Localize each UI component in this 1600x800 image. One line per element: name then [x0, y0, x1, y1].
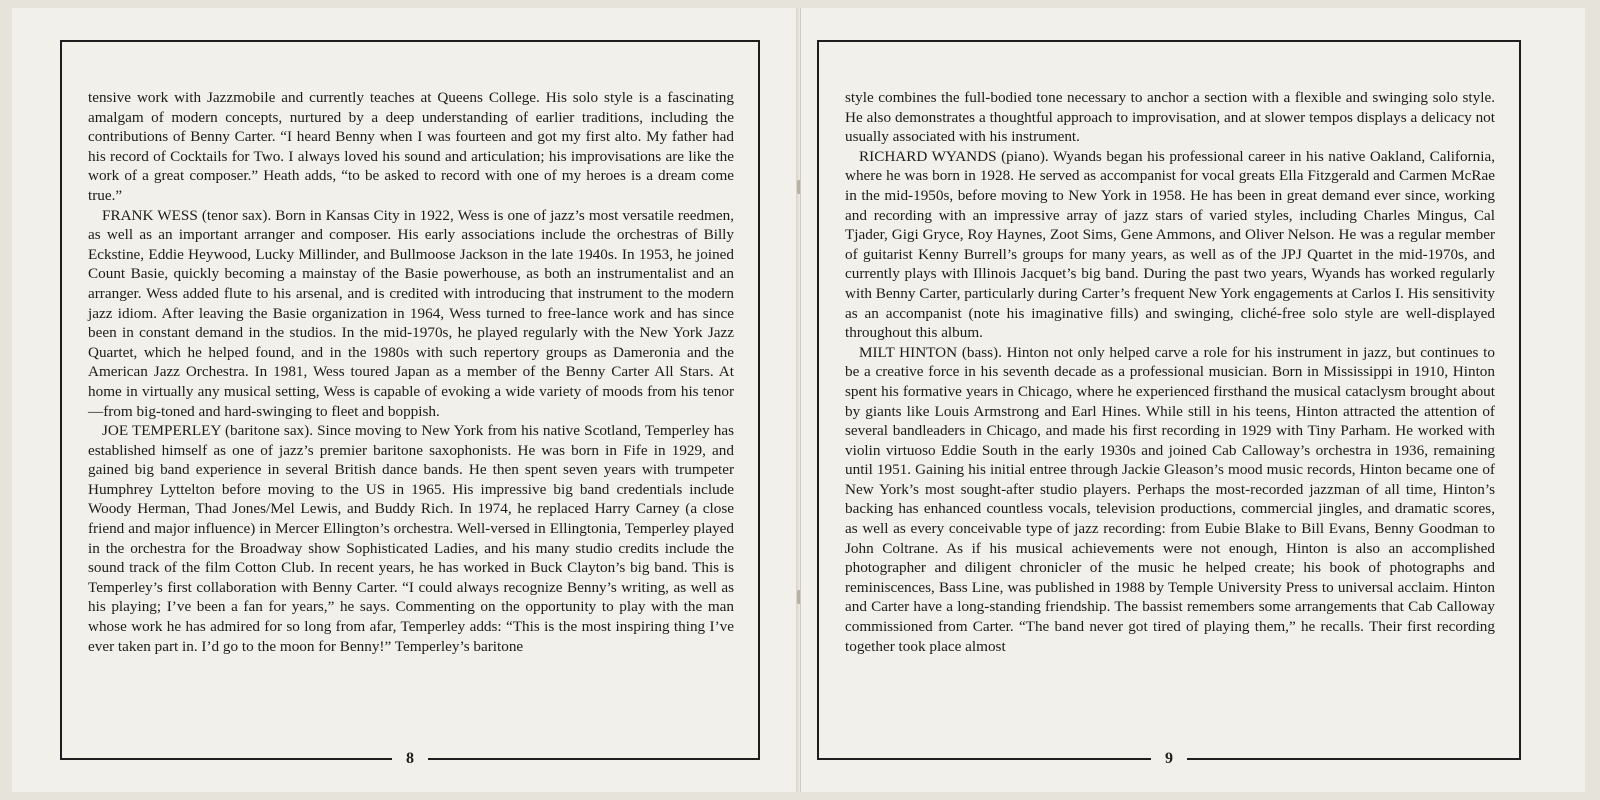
paragraph-frank-wess: FRANK WESS (tenor sax). Born in Kansas City in 1922, Wess is one of jazz’s most versatile reedmen, as well as an important arranger and composer. His early associations include the orchestras of Billy Eckstine, Eddie Heywood, Lucky Millinder, and Bullmoose Jackson in the late 1940s. In 1953, he joined Count Basie, quickly becoming a mainstay of the Basie powerhouse, as both an instrumentalist and an arranger. Wess added flute to his arsenal, and is credited with introducing that instrument to the modern jazz idiom. After leaving the Basie organization in 1964, Wess turned to free-lance work and has since been in constant demand in the studios. In the mid-1970s, he played regularly with the New York Jazz Quartet, which he helped found, and in the 1980s with such repertory groups as Dameronia and the American Jazz Orchestra. In 1981, Wess toured Japan as a member of the Benny Carter All Stars. At home in virtually any musical setting, Wess is capable of evoking a wide variety of moods from his tenor—from big-toned and hard-swinging to fleet and boppish.: [88, 206, 734, 420]
right-page: [800, 8, 1585, 792]
paragraph: style combines the full-bodied tone necessary to anchor a section with a flexible and swinging solo style. He also demonstrates a thoughtful approach to improvisation, and at slower tempos displays a delicacy not usually associated with his instrument.: [845, 89, 1495, 146]
paragraph: tensive work with Jazzmobile and currently teaches at Queens College. His solo style is a fascinating amalgam of modern concepts, nurtured by a deep understanding of earlier traditions, including the contributions of Benny Carter. “I heard Benny when I was fourteen and got my first alto. My father had his record of Cocktails for Two. I always loved his sound and articulation; his improvisations are like the work of a great composer.” Heath adds, “to be asked to record with one of my heroes is a dream come true.”: [88, 89, 734, 204]
left-page-body: [88, 88, 734, 656]
right-page-body: [845, 88, 1495, 656]
left-page-frame: [60, 40, 760, 767]
right-page-number-line: [819, 749, 1519, 769]
left-page: [12, 8, 799, 792]
right-page-frame: [817, 40, 1521, 767]
page-number: 9: [1151, 749, 1187, 769]
paragraph-richard-wyands: RICHARD WYANDS (piano). Wyands began his professional career in his native Oakland, California, where he was born in 1928. He served as accompanist for vocal greats Ella Fitzgerald and Carmen McRae in the mid-1950s, before moving to New York in 1958. He has been in great demand ever since, working and recording with an impressive array of jazz stars of varied styles, including Charles Mingus, Cal Tjader, Gigi Gryce, Roy Haynes, Zoot Sims, Gene Ammons, and Oliver Nelson. He was a regular member of guitarist Kenny Burrell’s groups for many years, as well as of the JPJ Quartet in the mid-1970s, and currently plays with Illinois Jacquet’s big band. During the past two years, Wyands has worked regularly with Benny Carter, particularly during Carter’s frequent New York engagements at Carlos I. His sensitivity as an accompanist (note his imaginative fills) and swinging, cliché-free solo style are well-displayed throughout this album.: [845, 147, 1495, 342]
left-page-number-line: [62, 749, 758, 769]
paragraph-joe-temperley: JOE TEMPERLEY (baritone sax). Since moving to New York from his native Scotland, Temperley has established himself as one of jazz’s premier baritone saxophonists. He was born in Fife in 1929, and gained big band experience in several British dance bands. He then spent seven years with trumpeter Humphrey Lyttelton before moving to the US in 1965. His impressive big band credentials include Woody Herman, Thad Jones/Mel Lewis, and Buddy Rich. In 1974, he replaced Harry Carney (a close friend and major influence) in Mercer Ellington’s orchestra. Well-versed in Ellingtonia, Temperley played in the orchestra for the Broadway show Sophisticated Ladies, and his many studio credits include the sound track of the film Cotton Club. In recent years, he has worked in Buck Clayton’s big band. This is Temperley’s first collaboration with Benny Carter. “I could always recognize Benny’s writing, as well as his playing; I’ve been a fan for years,” he says. Commenting on the opportunity to play with the man whose work he has admired for so long from afar, Temperley adds: “This is the most inspiring thing I’ve ever taken part in. I’d go to the moon for Benny!” Temperley’s baritone: [88, 422, 734, 655]
page-number: 8: [392, 749, 428, 769]
paragraph-milt-hinton: MILT HINTON (bass). Hinton not only helped carve a role for his instrument in jazz, but continues to be a creative force in his seventh decade as a professional musician. Born in Mississippi in 1910, Hinton spent his formative years in Chicago, where he experienced firsthand the musical cataclysm brought about by giants like Louis Armstrong and Earl Hines. While still in his teens, Hinton attracted the attention of several bandleaders in Chicago, and made his first recording in 1929 with Tiny Parham. He worked with violin virtuoso Eddie South in the early 1930s and joined Cab Calloway’s orchestra in 1936, remaining until 1951. Gaining his initial entree through Jackie Gleason’s mood music records, Hinton became one of New York’s most sought-after studio players. Perhaps the most-recorded jazzman of all time, Hinton’s backing has enhanced countless vocals, television productions, commercial jingles, and dramatic scores, as well as every conceivable type of jazz recording: from Eubie Blake to Bill Evans, Benny Goodman to John Coltrane. As if his musical achievements were not enough, Hinton is also an accomplished photographer and diligent chronicler of the music he helped create; his book of photographs and reminiscences, Bass Line, was published in 1988 by Temple University Press to universal acclaim. Hinton and Carter have a long-standing friendship. The bassist remembers some arrangements that Cab Calloway commissioned from Carter. “The band never got tired of playing them,” he recalls. Their first recording together took place almost: [845, 343, 1495, 655]
